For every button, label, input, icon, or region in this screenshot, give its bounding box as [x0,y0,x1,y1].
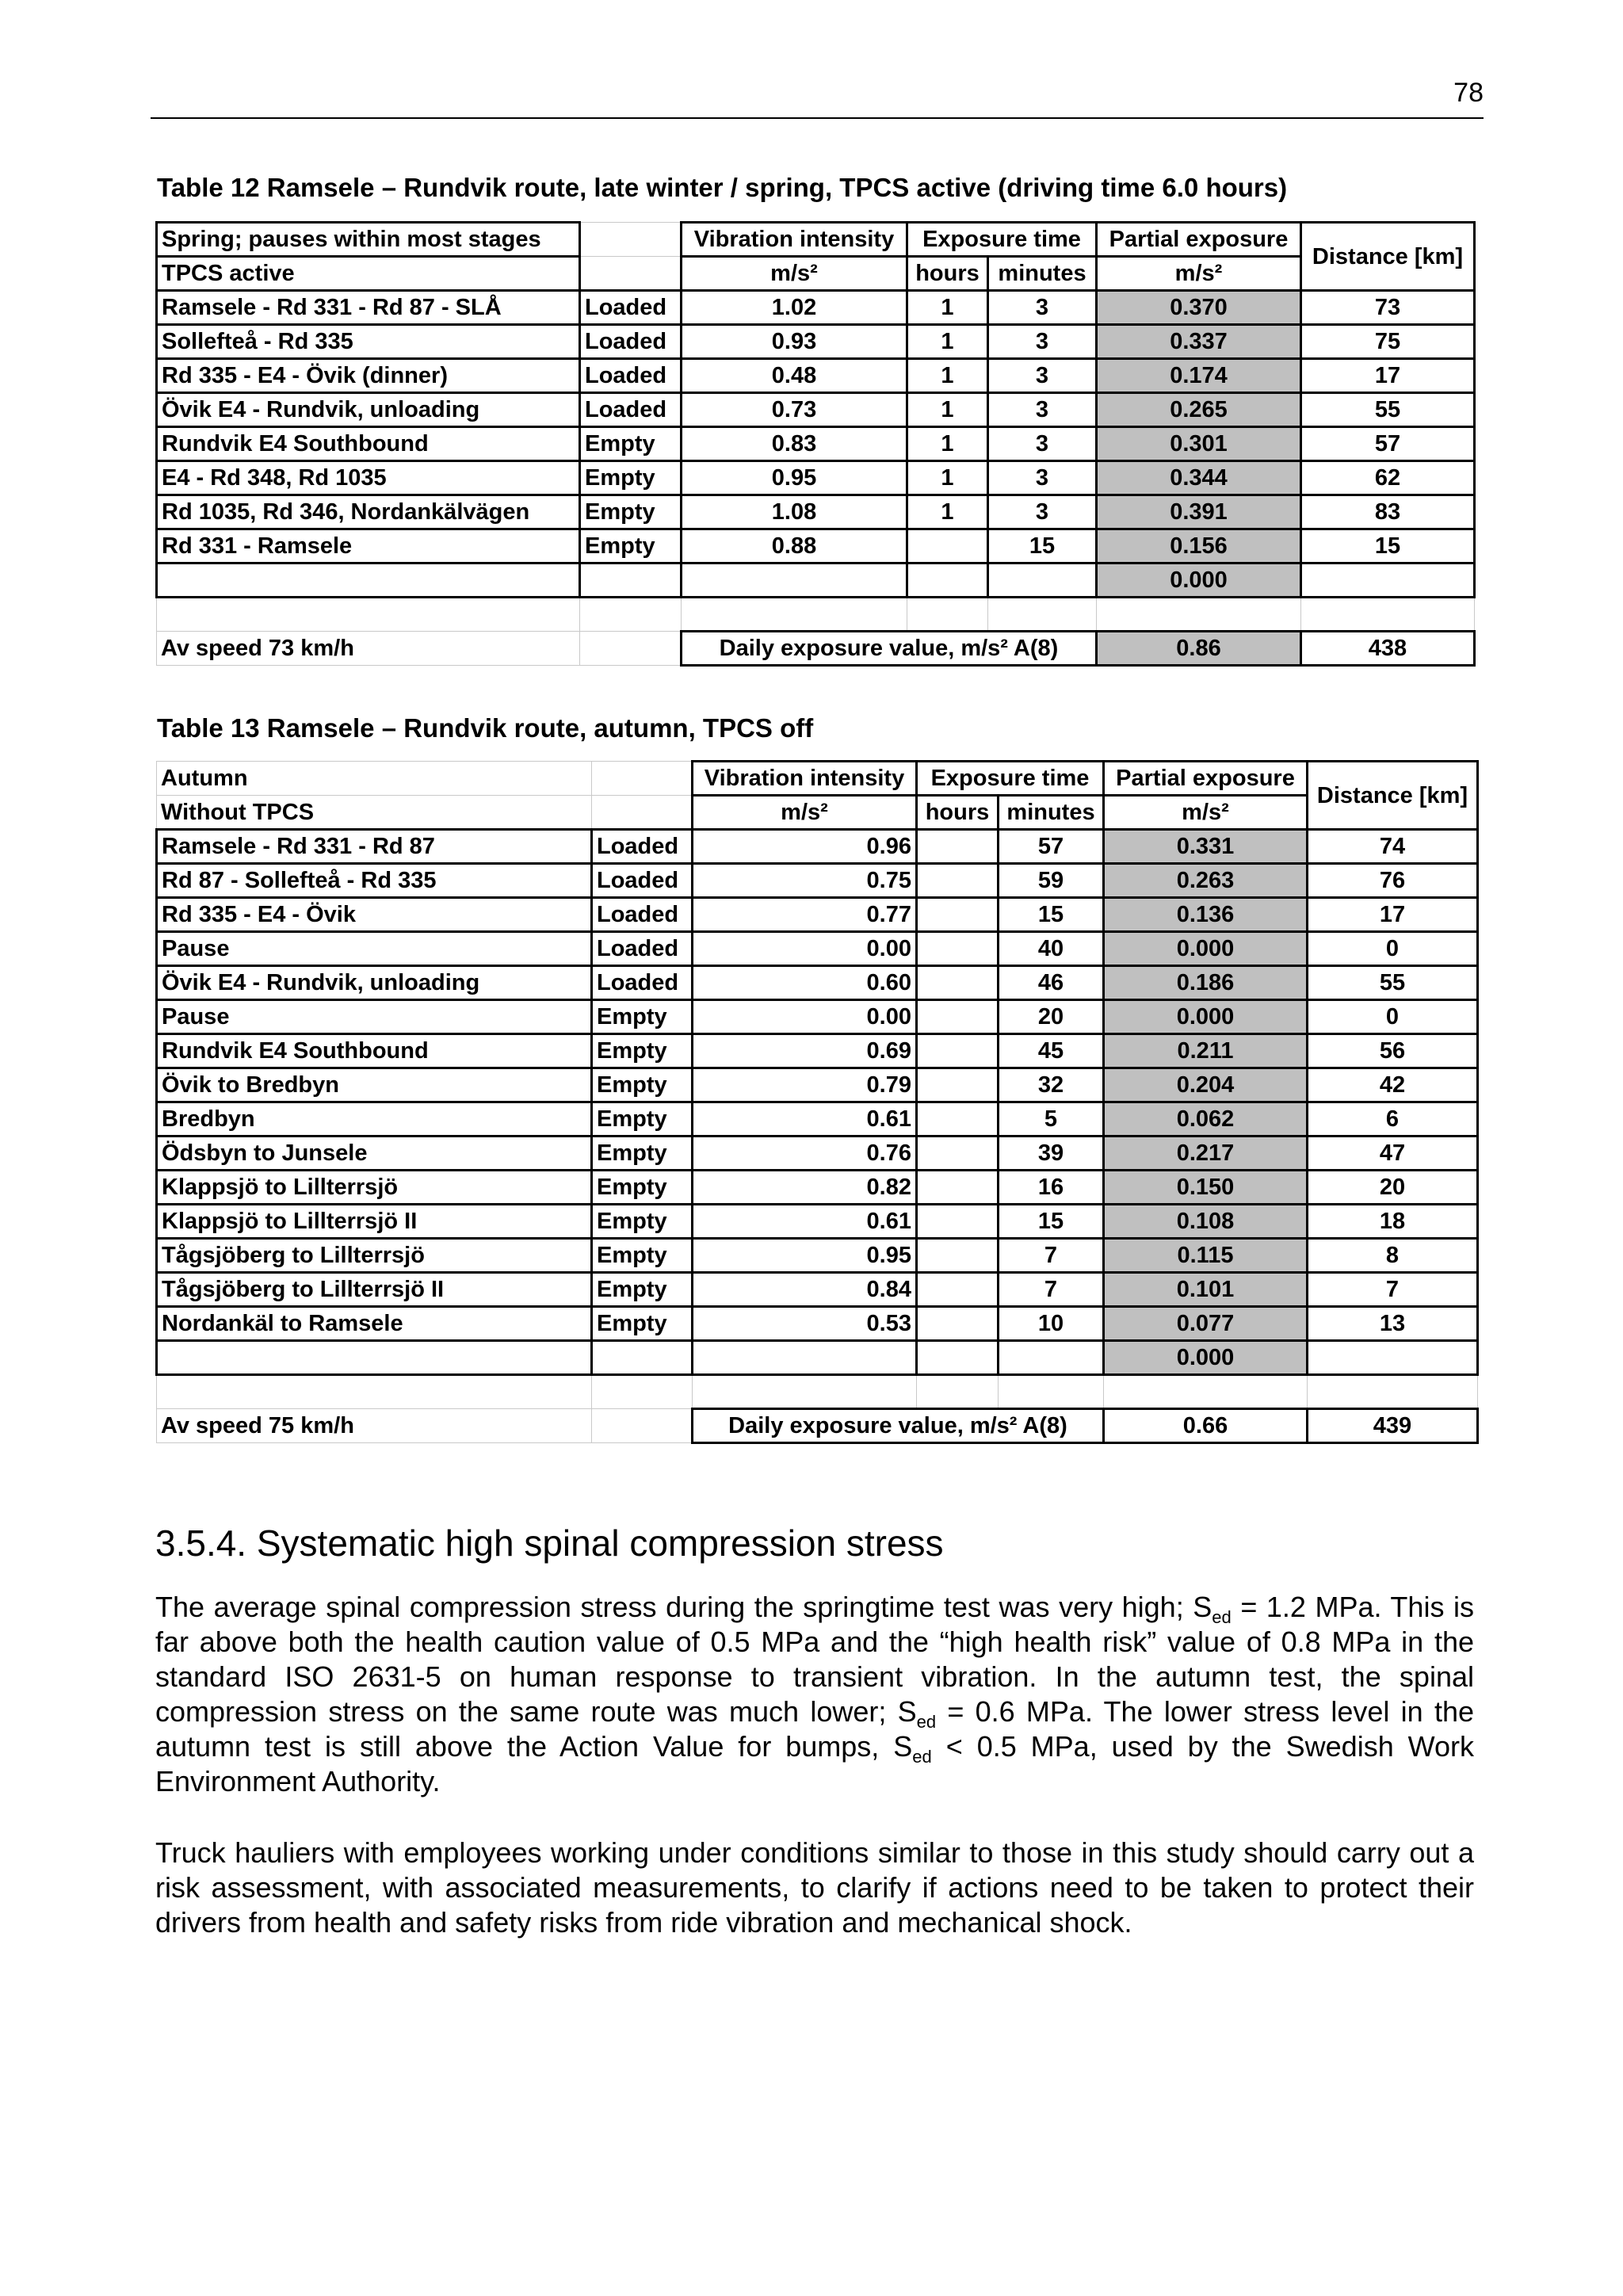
load-cell: Loaded [592,864,693,898]
distance-cell: 75 [1301,325,1475,359]
route-cell [157,1341,592,1375]
minutes-cell: 3 [988,427,1097,461]
partial-cell: 0.186 [1104,966,1308,1000]
hours-cell: 1 [907,291,988,325]
page-number: 78 [1453,78,1484,108]
vibration-cell: 0.75 [693,864,917,898]
daily-exposure-label: Daily exposure value, m/s² A(8) [682,632,1097,666]
hours-cell [917,898,999,932]
table-row [157,393,1475,427]
partial-cell: 0.265 [1097,393,1301,427]
paragraph-2: Truck hauliers with employees working under conditions similar to those in this study should carry out a risk assessment, with associated measurements, to clarify if actions need to be taken to protect their drivers from health and safety risks from ride vibration and mechanical shock. [155,1836,1474,1939]
minutes-cell: 32 [999,1068,1104,1102]
table12-header-label2: TPCS active [157,257,580,291]
table-row [157,932,1478,966]
hours-cell [917,864,999,898]
distance-cell: 15 [1301,529,1475,563]
minutes-cell: 15 [999,1205,1104,1239]
table13-header-label1: Autumn [157,762,592,796]
table13-header-hours: hours [917,796,999,830]
minutes-cell: 59 [999,864,1104,898]
partial-cell: 0.000 [1104,1000,1308,1034]
table-row [157,1239,1478,1273]
route-cell: Pause [157,932,592,966]
distance-cell: 18 [1308,1205,1478,1239]
hours-cell [917,1068,999,1102]
minutes-cell: 45 [999,1034,1104,1068]
partial-cell: 0.391 [1097,495,1301,529]
partial-cell: 0.115 [1104,1239,1308,1273]
table-row [157,1273,1478,1307]
table-row [157,495,1475,529]
partial-cell: 0.000 [1104,1341,1308,1375]
minutes-cell: 7 [999,1239,1104,1273]
route-cell: Bredbyn [157,1102,592,1137]
partial-cell: 0.136 [1104,898,1308,932]
load-cell: Empty [592,1034,693,1068]
avg-speed: Av speed 73 km/h [157,632,580,666]
vibration-cell: 0.77 [693,898,917,932]
route-cell: Rd 335 - E4 - Övik [157,898,592,932]
minutes-cell: 20 [999,1000,1104,1034]
minutes-cell [999,1341,1104,1375]
vibration-cell: 0.95 [682,461,907,495]
partial-cell: 0.337 [1097,325,1301,359]
distance-cell: 8 [1308,1239,1478,1273]
minutes-cell: 10 [999,1307,1104,1341]
vibration-cell: 0.61 [693,1205,917,1239]
table-row [157,563,1475,598]
route-cell: Rundvik E4 Southbound [157,1034,592,1068]
table-row [157,427,1475,461]
route-cell: Övik E4 - Rundvik, unloading [157,966,592,1000]
total-distance: 439 [1308,1409,1478,1443]
table12 [155,221,1476,667]
partial-cell: 0.108 [1104,1205,1308,1239]
table12-footer [157,632,1475,666]
load-cell: Empty [580,427,682,461]
partial-cell: 0.301 [1097,427,1301,461]
vibration-cell: 0.96 [693,830,917,864]
hours-cell: 1 [907,359,988,393]
load-cell: Loaded [580,325,682,359]
hours-cell: 1 [907,325,988,359]
table13-header-partial: Partial exposure [1104,762,1308,796]
table12-header [157,223,1475,291]
table-row [157,359,1475,393]
hours-cell [917,1307,999,1341]
daily-exposure-label: Daily exposure value, m/s² A(8) [693,1409,1104,1443]
vibration-cell: 0.73 [682,393,907,427]
vibration-cell: 0.83 [682,427,907,461]
hours-cell [917,1137,999,1171]
minutes-cell: 15 [999,898,1104,932]
vibration-cell: 0.84 [693,1273,917,1307]
table-row [157,1137,1478,1171]
table-row [157,1000,1478,1034]
route-cell [157,563,580,598]
minutes-cell: 5 [999,1102,1104,1137]
section-heading: 3.5.4. Systematic high spinal compression stress [155,1522,944,1564]
load-cell [580,563,682,598]
distance-cell [1301,563,1475,598]
distance-cell: 6 [1308,1102,1478,1137]
minutes-cell: 15 [988,529,1097,563]
minutes-cell: 3 [988,393,1097,427]
table12-header-distance: Distance [km] [1301,223,1475,291]
table-spacer-row [157,1375,1478,1409]
vibration-cell: 1.02 [682,291,907,325]
load-cell: Empty [592,1102,693,1137]
distance-cell: 83 [1301,495,1475,529]
partial-cell: 0.217 [1104,1137,1308,1171]
vibration-cell: 0.76 [693,1137,917,1171]
hours-cell [917,1341,999,1375]
partial-cell: 0.370 [1097,291,1301,325]
paragraph-1: The average spinal compression stress during the springtime test was very high; $S_{ed} = 1.2$ MPa. This is far above both the health caution value of 0.5 MPa and the “high health risk” value of 0.8 MPa in the standard ISO 2631-5 on human response to transient vibration. In the autumn test, the spinal compression stress on the same route was much lower; $S_{ed} = 0.6$ MPa. The lower stress level in the autumn test is still above the Action Value for bumps, $S_{ed} < 0.5$ MPa, used by the Swedish Work Environment Authority. [155,1591,1474,1797]
load-cell: Loaded [580,359,682,393]
daily-exposure-value: 0.86 [1097,632,1301,666]
hours-cell: 1 [907,461,988,495]
minutes-cell: 3 [988,291,1097,325]
hours-cell [917,932,999,966]
distance-cell: 20 [1308,1171,1478,1205]
partial-cell: 0.331 [1104,830,1308,864]
hours-cell [917,830,999,864]
route-cell: Klappsjö to Lillterrsjö [157,1171,592,1205]
distance-cell: 17 [1301,359,1475,393]
hours-cell [917,1034,999,1068]
distance-cell: 42 [1308,1068,1478,1102]
route-cell: Ramsele - Rd 331 - Rd 87 - SLÅ [157,291,580,325]
partial-cell: 0.000 [1104,932,1308,966]
table13-header-vibration: Vibration intensity [693,762,917,796]
load-cell: Empty [580,495,682,529]
distance-cell: 13 [1308,1307,1478,1341]
minutes-cell: 46 [999,966,1104,1000]
load-cell: Empty [592,1239,693,1273]
table-row [157,966,1478,1000]
distance-cell: 56 [1308,1034,1478,1068]
route-cell: Nordankäl to Ramsele [157,1307,592,1341]
distance-cell: 57 [1301,427,1475,461]
table-row [157,1034,1478,1068]
daily-exposure-value: 0.66 [1104,1409,1308,1443]
route-cell: Rd 331 - Ramsele [157,529,580,563]
load-cell: Empty [592,1137,693,1171]
table-row [157,864,1478,898]
distance-cell: 17 [1308,898,1478,932]
distance-cell: 0 [1308,932,1478,966]
route-cell: Ramsele - Rd 331 - Rd 87 [157,830,592,864]
hours-cell: 1 [907,393,988,427]
hours-cell [917,1205,999,1239]
vibration-cell: 0.61 [693,1102,917,1137]
table-row [157,325,1475,359]
vibration-cell: 0.69 [693,1034,917,1068]
table-row [157,1102,1478,1137]
hours-cell [917,966,999,1000]
route-cell: Tågsjöberg to Lillterrsjö II [157,1273,592,1307]
hours-cell [917,1102,999,1137]
table13-header-label2: Without TPCS [157,796,592,830]
distance-cell: 55 [1301,393,1475,427]
table13 [155,760,1479,1444]
table12-caption: Table 12 Ramsele – Rundvik route, late winter / spring, TPCS active (driving time 6.0 hours) [157,173,1288,202]
distance-cell: 55 [1308,966,1478,1000]
table12-header-partial: Partial exposure [1097,223,1301,257]
vibration-cell: 0.93 [682,325,907,359]
table13-caption: Table 13 Ramsele – Rundvik route, autumn, TPCS off [157,713,814,743]
load-cell [592,1341,693,1375]
hours-cell [917,1000,999,1034]
load-cell: Empty [580,529,682,563]
table-row [157,1307,1478,1341]
route-cell: Pause [157,1000,592,1034]
table-spacer-row [157,598,1475,632]
route-cell: Ödsbyn to Junsele [157,1137,592,1171]
load-cell: Loaded [580,393,682,427]
minutes-cell: 3 [988,359,1097,393]
load-cell: Empty [592,1307,693,1341]
header-rule [151,117,1484,119]
distance-cell: 62 [1301,461,1475,495]
table12-header-minutes: minutes [988,257,1097,291]
table13-header-minutes: minutes [999,796,1104,830]
table13-header-distance: Distance [km] [1308,762,1478,830]
route-cell: E4 - Rd 348, Rd 1035 [157,461,580,495]
table-row [157,1341,1478,1375]
distance-cell: 74 [1308,830,1478,864]
table12-header-vibration: Vibration intensity [682,223,907,257]
table-row [157,1068,1478,1102]
table-row [157,291,1475,325]
hours-cell [907,563,988,598]
route-cell: Rd 87 - Sollefteå - Rd 335 [157,864,592,898]
hours-cell [917,1239,999,1273]
table-row [157,898,1478,932]
table13-header-vibration-unit: m/s² [693,796,917,830]
minutes-cell: 57 [999,830,1104,864]
route-cell: Klappsjö to Lillterrsjö II [157,1205,592,1239]
vibration-cell: 0.88 [682,529,907,563]
partial-cell: 0.062 [1104,1102,1308,1137]
vibration-cell: 1.08 [682,495,907,529]
minutes-cell: 3 [988,495,1097,529]
vibration-cell: 0.82 [693,1171,917,1205]
table13-footer [157,1409,1478,1443]
total-distance: 438 [1301,632,1475,666]
distance-cell: 0 [1308,1000,1478,1034]
distance-cell: 47 [1308,1137,1478,1171]
minutes-cell: 16 [999,1171,1104,1205]
load-cell: Loaded [592,932,693,966]
route-cell: Tågsjöberg to Lillterrsjö [157,1239,592,1273]
vibration-cell: 0.53 [693,1307,917,1341]
route-cell: Rundvik E4 Southbound [157,427,580,461]
vibration-cell: 0.95 [693,1239,917,1273]
table-row [157,529,1475,563]
table12-header-partial-unit: m/s² [1097,257,1301,291]
partial-cell: 0.344 [1097,461,1301,495]
distance-cell: 73 [1301,291,1475,325]
load-cell: Empty [592,1068,693,1102]
route-cell: Rd 1035, Rd 346, Nordankälvägen [157,495,580,529]
vibration-cell: 0.00 [693,1000,917,1034]
partial-cell: 0.150 [1104,1171,1308,1205]
hours-cell [907,529,988,563]
load-cell: Loaded [592,898,693,932]
hours-cell [917,1273,999,1307]
distance-cell: 76 [1308,864,1478,898]
table13-body [157,830,1478,1443]
vibration-cell [693,1341,917,1375]
load-cell: Empty [592,1273,693,1307]
partial-cell: 0.174 [1097,359,1301,393]
load-cell: Loaded [592,830,693,864]
vibration-cell: 0.00 [693,932,917,966]
table12-header-exposure-time: Exposure time [907,223,1097,257]
table12-header-hours: hours [907,257,988,291]
minutes-cell: 39 [999,1137,1104,1171]
minutes-cell: 3 [988,325,1097,359]
minutes-cell: 40 [999,932,1104,966]
table-row [157,830,1478,864]
vibration-cell: 0.79 [693,1068,917,1102]
partial-cell: 0.263 [1104,864,1308,898]
minutes-cell: 3 [988,461,1097,495]
table13-header-exposure-time: Exposure time [917,762,1104,796]
load-cell: Loaded [580,291,682,325]
table12-body [157,291,1475,666]
distance-cell [1308,1341,1478,1375]
vibration-cell [682,563,907,598]
partial-cell: 0.211 [1104,1034,1308,1068]
hours-cell: 1 [907,495,988,529]
route-cell: Övik to Bredbyn [157,1068,592,1102]
partial-cell: 0.156 [1097,529,1301,563]
route-cell: Sollefteå - Rd 335 [157,325,580,359]
hours-cell: 1 [907,427,988,461]
route-cell: Rd 335 - E4 - Övik (dinner) [157,359,580,393]
table-row [157,461,1475,495]
partial-cell: 0.000 [1097,563,1301,598]
partial-cell: 0.204 [1104,1068,1308,1102]
load-cell: Empty [592,1000,693,1034]
load-cell: Empty [592,1171,693,1205]
load-cell: Loaded [592,966,693,1000]
table12-header-vibration-unit: m/s² [682,257,907,291]
minutes-cell: 7 [999,1273,1104,1307]
distance-cell: 7 [1308,1273,1478,1307]
table12-header-label1: Spring; pauses within most stages [157,223,580,257]
vibration-cell: 0.60 [693,966,917,1000]
partial-cell: 0.101 [1104,1273,1308,1307]
minutes-cell [988,563,1097,598]
vibration-cell: 0.48 [682,359,907,393]
avg-speed: Av speed 75 km/h [157,1409,592,1443]
route-cell: Övik E4 - Rundvik, unloading [157,393,580,427]
load-cell: Empty [592,1205,693,1239]
table13-header-partial-unit: m/s² [1104,796,1308,830]
partial-cell: 0.077 [1104,1307,1308,1341]
load-cell: Empty [580,461,682,495]
hours-cell [917,1171,999,1205]
table-row [157,1171,1478,1205]
table13-header [157,762,1478,830]
table-row [157,1205,1478,1239]
